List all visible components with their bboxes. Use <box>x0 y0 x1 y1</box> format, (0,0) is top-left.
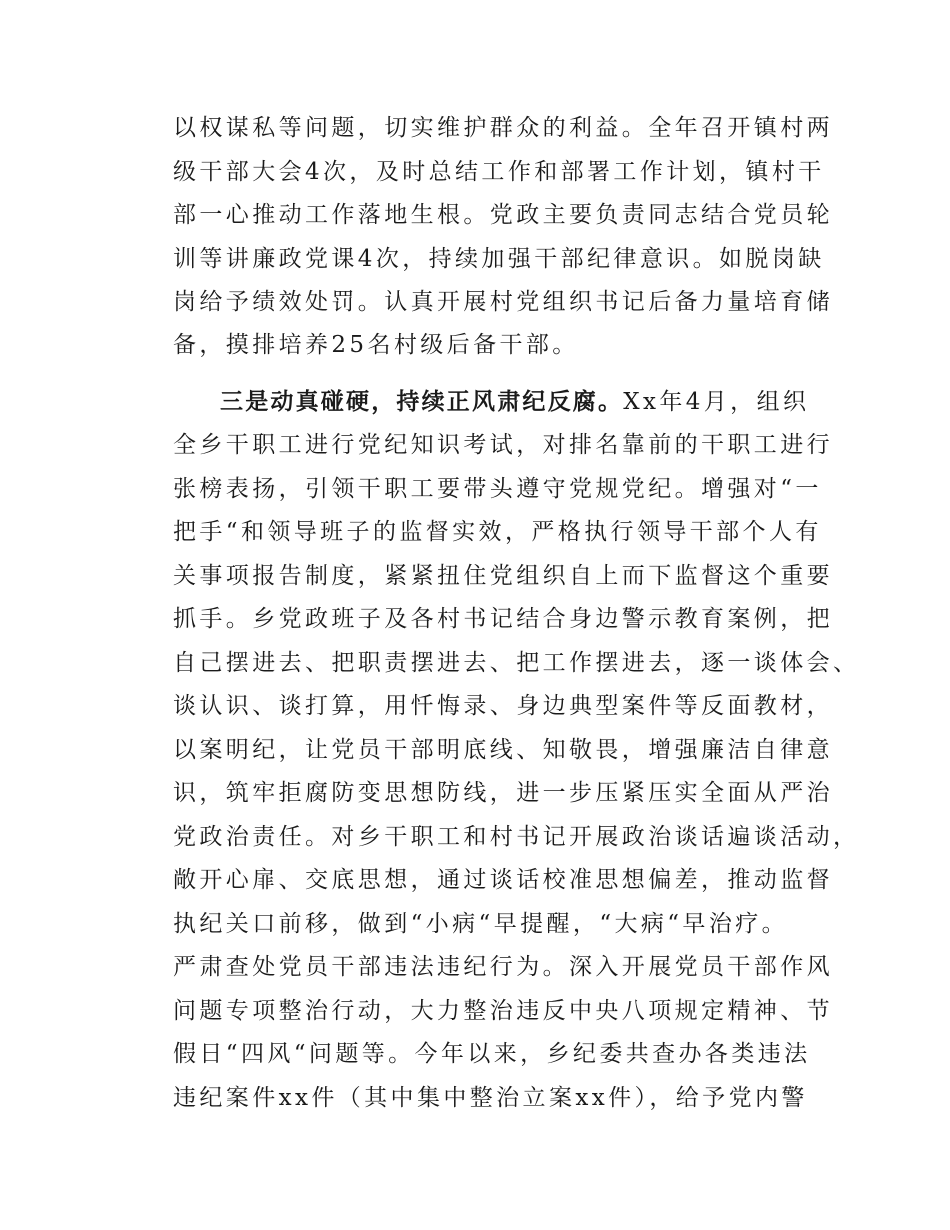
text-line: 党政治责任。对乡干职工和村书记开展政治谈话遍谈活动， <box>173 824 860 850</box>
text-line: 自己摆进去、把职责摆进去、把工作摆进去，逐一谈体会、 <box>173 650 860 676</box>
text-line: 违纪案件xx件（其中集中整治立案xx件），给予党内警 <box>173 1085 808 1111</box>
text-line: 部一心推动工作落地生根。党政主要负责同志结合党员轮 <box>173 202 833 228</box>
text-line: 执纪关口前移，做到“小病“早提醒，“大病“早治疗。 <box>173 911 789 937</box>
text-line: 张榜表扬，引领干职工要带头遵守党规党纪。增强对“一 <box>173 476 822 502</box>
heading-line-rest: Xx年4月，组织 <box>623 389 810 415</box>
text-line: 抓手。乡党政班子及各村书记结合身边警示教育案例，把 <box>173 606 833 632</box>
text-line: 以权谋私等问题，切实维护群众的利益。全年召开镇村两 <box>173 115 833 141</box>
text-line: 假日“四风“问题等。今年以来，乡纪委共查办各类违法 <box>173 1041 811 1067</box>
text-line: 全乡干职工进行党纪知识考试，对排名靠前的干职工进行 <box>173 432 833 458</box>
section-heading: 三是动真碰硬，持续正风肃纪反腐。 <box>220 389 624 415</box>
text-line: 级干部大会4次，及时总结工作和部署工作计划，镇村干 <box>173 159 825 185</box>
text-line: 岗给予绩效处罚。认真开展村党组织书记后备力量培育储 <box>173 289 833 315</box>
text-line: 训等讲廉政党课4次，持续加强干部纪律意识。如脱岗缺 <box>173 246 825 272</box>
text-line: 识，筑牢拒腐防变思想防线，进一步压紧压实全面从严治 <box>173 780 833 806</box>
text-line: 问题专项整治行动，大力整治违反中央八项规定精神、节 <box>173 998 833 1024</box>
text-line: 敞开心扉、交底思想，通过谈话校准思想偏差，推动监督 <box>173 867 833 893</box>
text-line: 谈认识、谈打算，用忏悔录、身边典型案件等反面教材， <box>173 693 833 719</box>
text-line: 关事项报告制度，紧紧扭住党组织自上而下监督这个重要 <box>173 563 833 589</box>
text-line: 严肃查处党员干部违法违纪行为。深入开展党员干部作风 <box>173 954 833 980</box>
paragraph-first-line <box>220 387 809 417</box>
text-line: 把手“和领导班子的监督实效，严格执行领导干部个人有 <box>173 519 822 545</box>
text-line: 备，摸排培养25名村级后备干部。 <box>173 332 579 358</box>
text-line: 以案明纪，让党员干部明底线、知敬畏，增强廉洁自律意 <box>173 737 833 763</box>
